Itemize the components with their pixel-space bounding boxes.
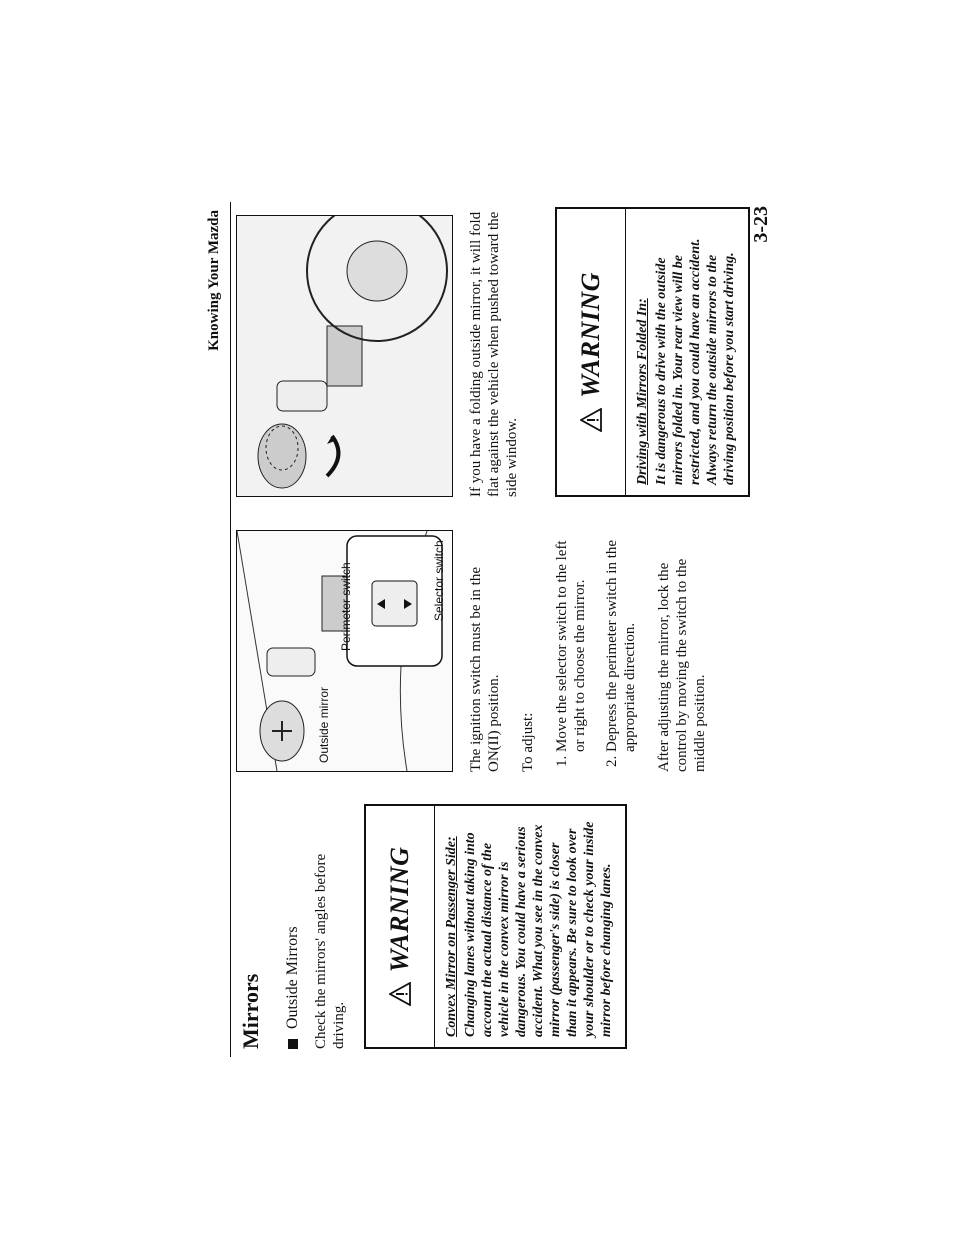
label-outside-mirror: Outside mirror <box>317 686 331 763</box>
warning-box-folded <box>555 207 750 497</box>
ignition-note: The ignition switch must be in the ON(II) position. <box>468 567 502 772</box>
subheading-text: Outside Mirrors <box>284 926 301 1029</box>
bullet-square-icon <box>288 1039 298 1049</box>
page-number: 3-23 <box>750 206 772 243</box>
mirror-controls-illustration <box>236 530 453 772</box>
column-3 <box>236 207 750 497</box>
adjust-step-2: 2. Depress the perimeter switch in the appropriate direction. <box>603 527 639 752</box>
intro-text: Check the mirrors' angles before driving. <box>313 853 347 1049</box>
warning-triangle-icon <box>580 408 602 432</box>
adjust-steps <box>553 527 639 772</box>
column-1 <box>236 804 627 1049</box>
warning-triangle-icon <box>389 982 411 1006</box>
adjust-step-1: 1. Move the selector switch to the left or right to choose the mirror. <box>553 527 589 752</box>
folding-mirror-drawing <box>237 216 452 496</box>
label-perimeter-switch: Perimeter switch <box>339 562 353 651</box>
label-selector-switch: Selector switch <box>432 540 446 621</box>
warning-body <box>435 806 625 1047</box>
manual-page <box>200 202 780 1057</box>
warning-title: WARNING <box>385 846 414 973</box>
header-rule <box>230 202 231 1057</box>
warning-subtitle: Convex Mirror on Passenger Side: <box>444 836 459 1037</box>
warning-header <box>557 209 626 495</box>
to-adjust-label: To adjust: <box>520 712 536 772</box>
warning-body <box>626 209 748 495</box>
running-head: Knowing Your Mazda <box>206 210 222 351</box>
folding-mirror-illustration <box>236 215 453 497</box>
warning-text: It is dangerous to drive with the outside mirrors folded in. Your rear view will be restricted, and you could have an accident. Always return the outside mirrors to the driving position before you start driving. <box>654 238 737 485</box>
after-adjust-text: After adjusting the mirror, lock the control by moving the switch to the middle position. <box>656 558 708 772</box>
column-2 <box>236 527 725 772</box>
section-title: Mirrors <box>238 973 263 1049</box>
warning-header <box>366 806 435 1047</box>
folding-mirror-text: If you have a folding outside mirror, it will fold flat against the vehicle when pushed toward the side window. <box>468 211 520 497</box>
warning-text: Changing lanes without taking into account the actual distance of the vehicle in the convex mirror is dangerous. You could have a serious accident. What you see in the convex mirror (passenger's side) is closer than it appears. Be sure to look over your shoulder or to check your inside mirror before changing lanes. <box>463 821 614 1037</box>
warning-title: WARNING <box>576 272 605 398</box>
subheading <box>284 804 302 1049</box>
warning-box-convex <box>364 804 627 1049</box>
warning-subtitle: Driving with Mirrors Folded In: <box>635 298 650 485</box>
